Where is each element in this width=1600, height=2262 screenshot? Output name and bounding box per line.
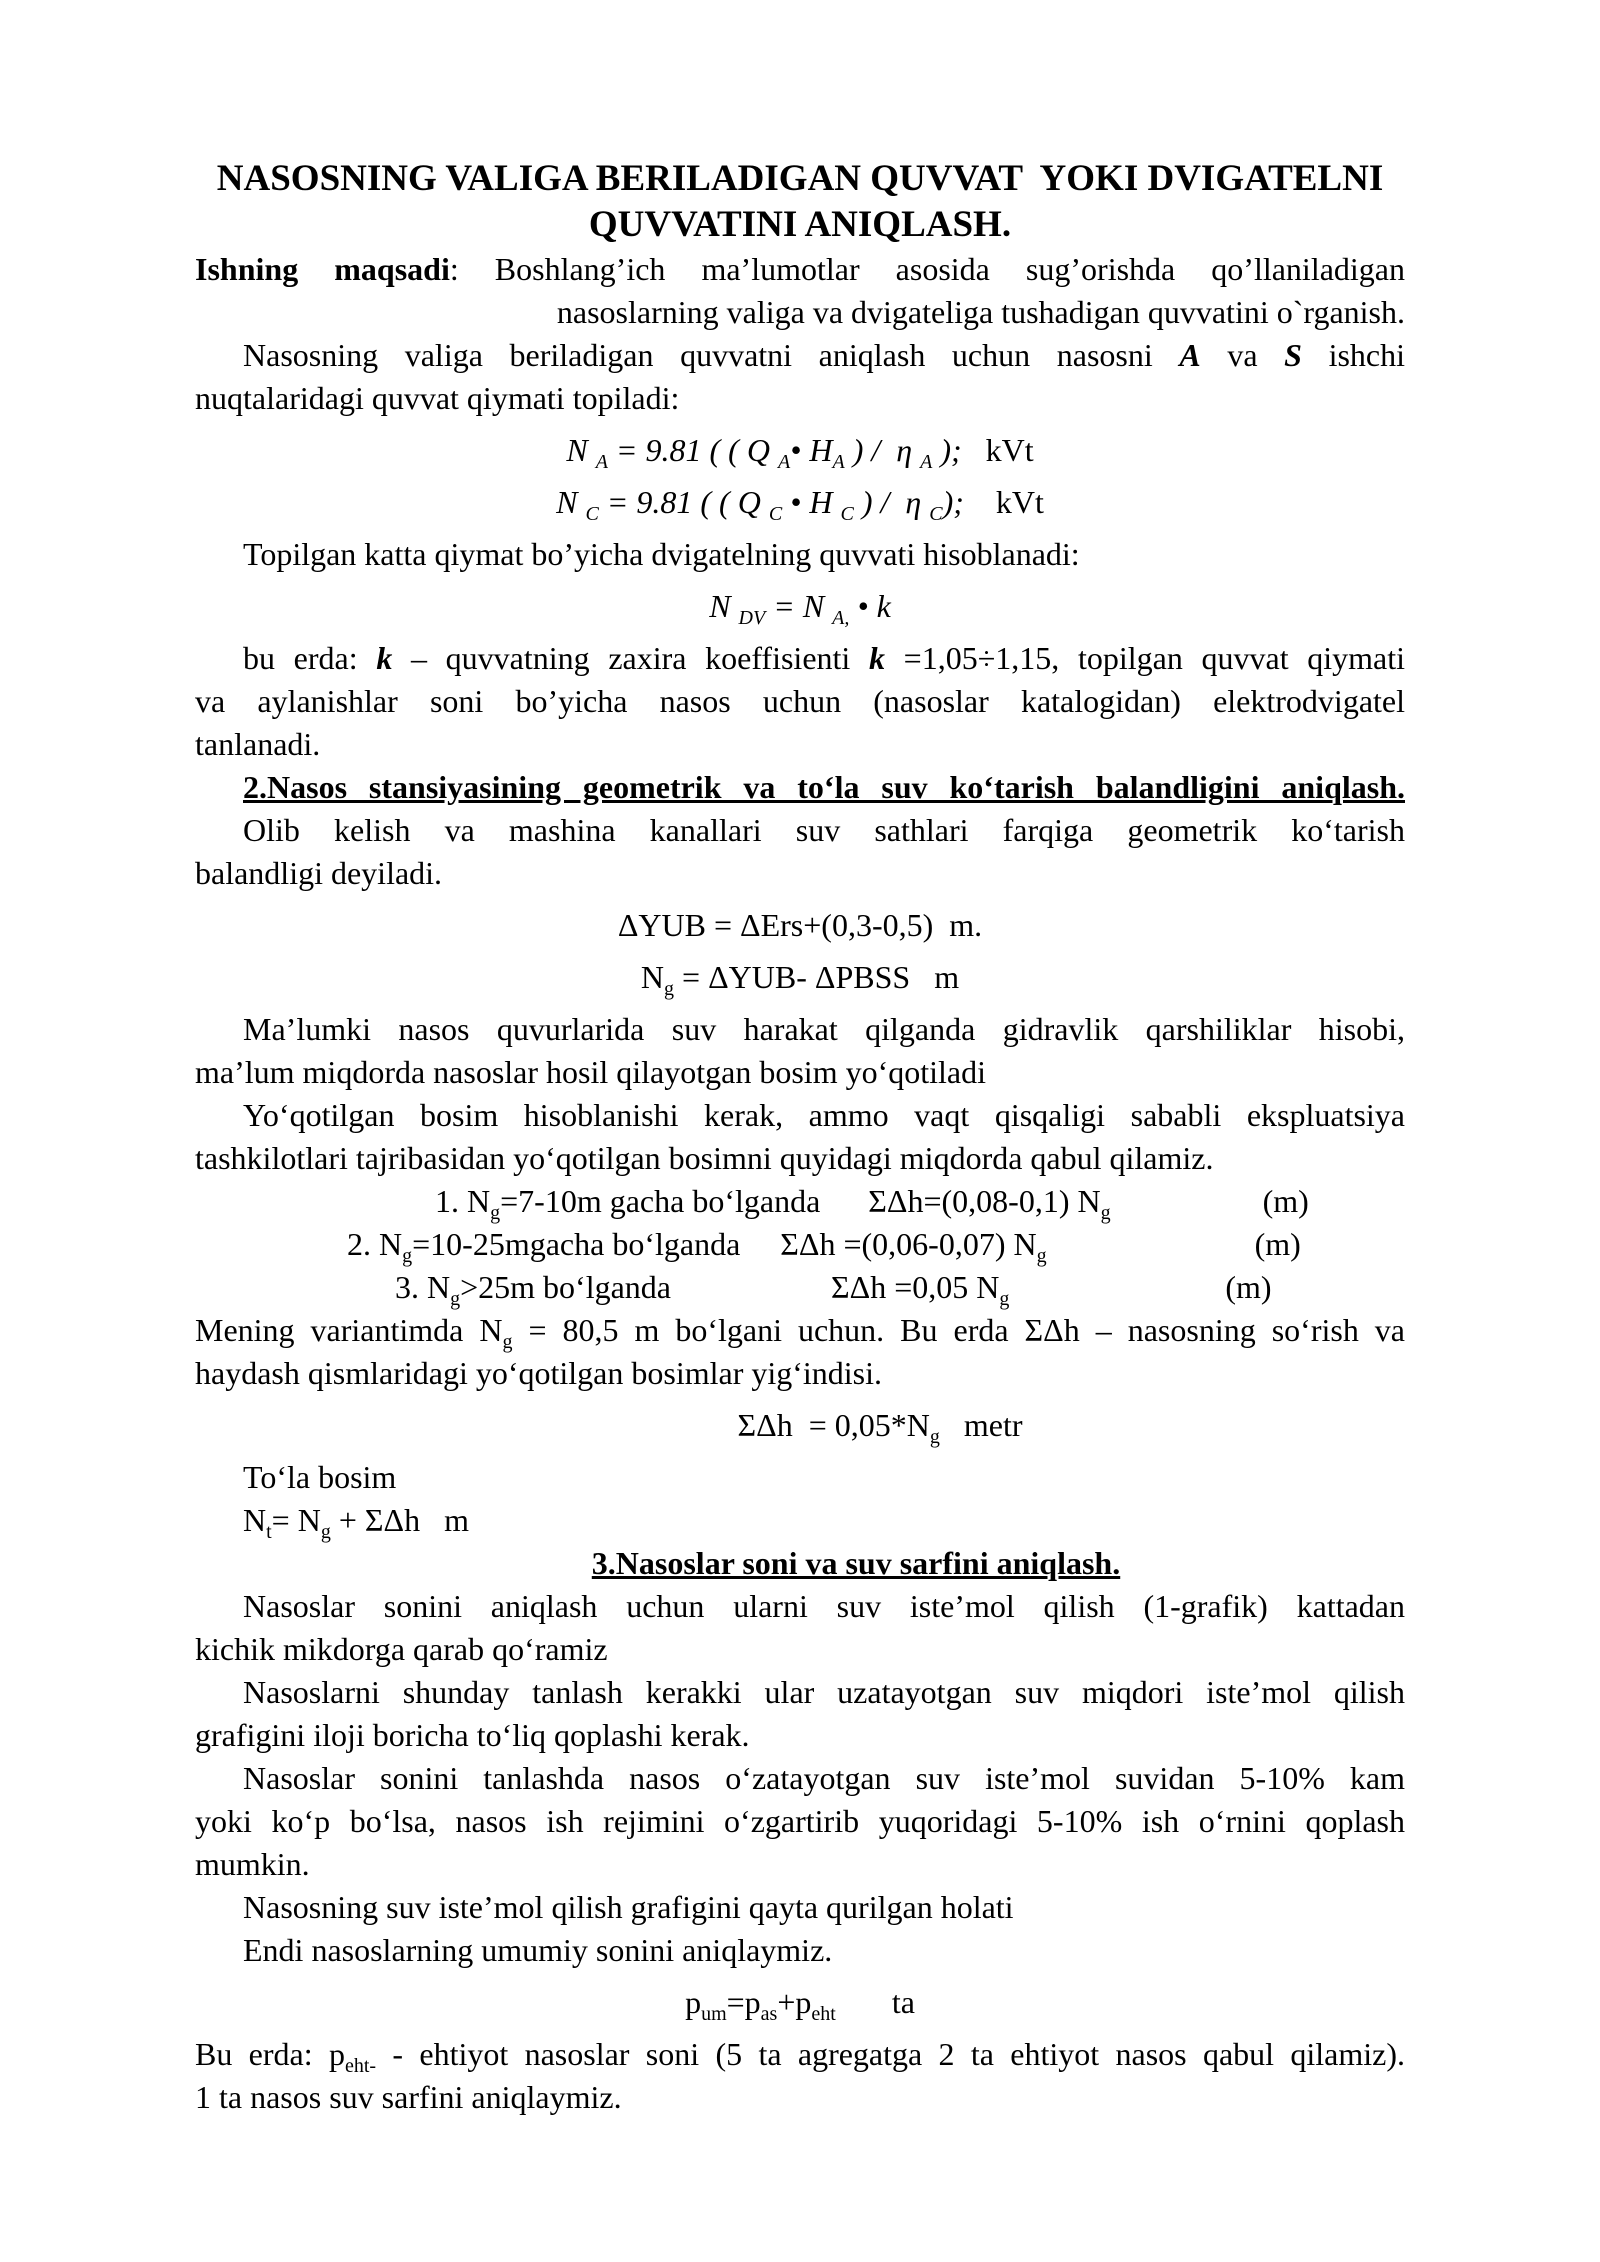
subscript-text: g	[1100, 1202, 1111, 1224]
text-segment: >25m boʻlganda ΣΔh =0,05 N	[460, 1269, 1000, 1305]
text-segment: (m)	[1046, 1226, 1301, 1262]
text-segment: • H	[790, 432, 833, 468]
subscript-text: g	[320, 1521, 331, 1543]
text-segment: = N	[765, 588, 833, 624]
subscript-text: um	[701, 2003, 727, 2025]
list-item	[195, 1266, 1405, 1309]
text-segment: N	[709, 588, 739, 624]
text-segment: ) /	[853, 484, 906, 520]
subscript-text: A	[595, 451, 608, 473]
text-segment: kichik mikdorga qarab qoʻramiz	[195, 1631, 608, 1667]
text-segment: N	[556, 484, 586, 520]
paragraph-line	[195, 1843, 1405, 1886]
text-segment: 3.Nasoslar soni va suv sarfini aniqlash.	[591, 1545, 1121, 1581]
subscript-text: A	[832, 451, 845, 473]
text-segment: Nasosning valiga beriladigan quvvatni aniqlash uchun nasosni	[243, 337, 1180, 373]
paragraph-line	[195, 1757, 1405, 1800]
text-segment: 1 ta nasos suv sarfini aniqlaymiz.	[195, 2079, 622, 2115]
paragraph-line	[195, 723, 1405, 766]
text-segment: Nasoslar sonini tanlashda nasos oʻzatayotgan suv iste’mol suvidan 5-10% kam	[243, 1760, 1405, 1796]
text-segment: ) /	[844, 432, 897, 468]
text-segment: 1. N	[195, 1183, 491, 1219]
text-segment: p	[685, 1984, 702, 2020]
subscript-text: g	[450, 1288, 461, 1310]
subscript-text: A,	[832, 607, 850, 629]
text-segment: 2. N	[195, 1226, 403, 1262]
formula	[195, 481, 1405, 524]
text-segment: +p	[777, 1984, 812, 2020]
text-segment: ishchi	[1301, 337, 1406, 373]
text-segment: );	[932, 432, 962, 468]
text-segment: A	[1179, 337, 1201, 373]
paragraph-line	[195, 852, 1405, 895]
text-segment: yoki koʻp boʻlsa, nasos ish rejimini oʻzgartirib yuqoridagi 5-10% ish oʻrnini qoplash	[195, 1803, 1405, 1839]
text-segment: =1,05÷1,15, topilgan quvvat qiymati	[884, 640, 1406, 676]
formula	[195, 1499, 1405, 1542]
text-segment: = 9.81 ( ( Q	[598, 484, 769, 520]
paragraph-line	[195, 1714, 1405, 1757]
formula	[195, 904, 1405, 947]
paragraph-line	[195, 377, 1405, 420]
text-segment: haydash qismlaridagi yoʻqotilgan bosimlar yigʻindisi.	[195, 1355, 883, 1391]
text-segment: Nasoslarni shunday tanlash kerakki ular uzatayotgan suv miqdori iste’mol qilish	[243, 1674, 1405, 1710]
text-segment: N	[640, 959, 665, 995]
paragraph-line	[195, 533, 1405, 576]
text-segment: Nasoslar sonini aniqlash uchun ularni suv iste’mol qilish (1-grafik) kattadan	[243, 1588, 1405, 1624]
text-segment: NASOSNING VALIGA BERILADIGAN QUVVAT YOKI DVIGATELNI	[216, 158, 1384, 199]
text-segment: Topilgan katta qiymat bo’yicha dvigatelning quvvati hisoblanadi:	[243, 536, 1080, 572]
text-segment: mumkin.	[195, 1846, 310, 1882]
document-title-line	[195, 202, 1405, 248]
text-segment: • H	[782, 484, 841, 520]
text-segment: = 9.81 ( ( Q	[607, 432, 778, 468]
subscript-text: g	[1036, 1245, 1047, 1267]
text-segment: ΣΔh = 0,05*N	[577, 1407, 930, 1443]
text-segment: Mening variantimda N	[195, 1312, 503, 1348]
text-segment	[480, 1545, 592, 1581]
subscript-text: g	[490, 1202, 501, 1224]
text-segment: QUVVATINI ANIQLASH.	[588, 204, 1012, 245]
paragraph-line	[195, 1008, 1405, 1051]
text-segment: = N	[271, 1502, 321, 1538]
paragraph-line	[195, 680, 1405, 723]
text-segment: Endi nasoslarning umumiy sonini aniqlaymiz.	[243, 1932, 833, 1968]
text-segment: nuqtalaridagi quvvat qiymati topiladi:	[195, 380, 680, 416]
subscript-text: eht-	[344, 2055, 377, 2077]
formula	[195, 1404, 1405, 1447]
text-segment: Yoʻqotilgan bosim hisoblanishi kerak, ammo vaqt qisqaligi sababli ekspluatsiya	[243, 1097, 1405, 1133]
text-segment: Toʻla bosim	[243, 1459, 397, 1495]
text-segment: va aylanishlar soni bo’yicha nasos uchun (nasoslar katalogidan) elektrodvigatel	[195, 683, 1405, 719]
document-title-line	[195, 156, 1405, 202]
paragraph-line	[195, 1352, 1405, 1395]
text-segment: grafigini iloji boricha toʻliq qoplashi kerak.	[195, 1717, 750, 1753]
formula	[195, 585, 1405, 628]
subscript-text: C	[585, 503, 599, 525]
text-segment: tanlanadi.	[195, 726, 321, 762]
paragraph-line	[195, 1137, 1405, 1180]
text-segment: k	[868, 640, 885, 676]
text-segment: – quvvatning zaxira koeffisienti	[392, 640, 869, 676]
text-segment: N	[243, 1502, 267, 1538]
text-segment: ta	[835, 1984, 915, 2020]
text-segment: : Boshlang’ich ma’lumotlar asosida sug’orishda qo’llaniladigan	[449, 251, 1405, 287]
text-segment: kVt	[961, 432, 1034, 468]
subscript-text: g	[664, 978, 675, 1000]
paragraph-line	[195, 1886, 1405, 1929]
subscript-text: t	[266, 1521, 272, 1543]
subscript-text: DV	[738, 607, 766, 629]
subscript-text: g	[929, 1426, 940, 1448]
subscript-text: A	[920, 451, 933, 473]
paragraph-line	[195, 809, 1405, 852]
subscript-text: g	[402, 1245, 413, 1267]
paragraph-line	[195, 1628, 1405, 1671]
subscript-text: C	[840, 503, 854, 525]
text-segment: 2.Nasos stansiyasining geometrik va toʻla suv koʻtarish balandligini aniqlash.	[243, 769, 1405, 805]
subscript-text: as	[760, 2003, 778, 2025]
text-segment: metr	[939, 1407, 1023, 1443]
text-segment: Nasosning suv iste’mol qilish grafigini qayta qurilgan holati	[243, 1889, 1014, 1925]
text-segment: =10-25mgacha boʻlganda ΣΔh =(0,06-0,07) N	[412, 1226, 1037, 1262]
section-heading	[195, 766, 1405, 809]
text-segment: = ΔYUB- ΔPBSS m	[674, 959, 960, 995]
text-segment: Ishning maqsadi	[195, 251, 450, 287]
text-segment: );	[942, 484, 964, 520]
paragraph-line	[195, 1456, 1405, 1499]
subscript-text: eht	[811, 2003, 836, 2025]
text-segment: =7-10m gacha boʻlganda ΣΔh=(0,08-0,1) N	[500, 1183, 1101, 1219]
paragraph-line	[195, 2076, 1405, 2119]
text-segment: k	[376, 640, 393, 676]
text-segment: tashkilotlari tajribasidan yoʻqotilgan bosimni quyidagi miqdorda qabul qilamiz.	[195, 1140, 1214, 1176]
text-segment: • k	[849, 588, 891, 624]
paragraph-line	[195, 1309, 1405, 1352]
text-segment: bu erda:	[243, 640, 377, 676]
list-item	[195, 1223, 1405, 1266]
text-segment: S	[1284, 337, 1302, 373]
text-segment: (m)	[1110, 1183, 1309, 1219]
paragraph-line	[195, 248, 1405, 291]
formula	[195, 429, 1405, 472]
text-segment: η	[896, 432, 921, 468]
subscript-text: g	[502, 1331, 513, 1353]
text-segment: balandligi deyiladi.	[195, 855, 443, 891]
text-segment: 3. N	[195, 1269, 451, 1305]
text-segment: va	[1200, 337, 1285, 373]
text-segment: (m)	[1009, 1269, 1272, 1305]
text-segment: - ehtiyot nasoslar soni (5 ta agregatga 2 ta ehtiyot nasos qabul qilamiz).	[376, 2036, 1406, 2072]
formula	[195, 956, 1405, 999]
text-segment: kVt	[963, 484, 1044, 520]
paragraph-line	[195, 1929, 1405, 1972]
text-segment: =p	[726, 1984, 761, 2020]
list-item	[195, 1180, 1405, 1223]
paragraph-line	[195, 334, 1405, 377]
subscript-text: C	[929, 503, 943, 525]
subscript-text: A	[777, 451, 791, 473]
subscript-text: g	[999, 1288, 1010, 1310]
text-segment: + ΣΔh m	[330, 1502, 469, 1538]
paragraph-line	[195, 2033, 1405, 2076]
subscript-text: C	[768, 503, 783, 525]
paragraph-line	[195, 1671, 1405, 1714]
paragraph-line	[195, 291, 1405, 334]
text-segment: η	[905, 484, 930, 520]
text-segment: Olib kelish va mashina kanallari suv sathlari farqiga geometrik koʻtarish	[243, 812, 1405, 848]
text-segment: Ma’lumki nasos quvurlarida suv harakat qilganda gidravlik qarshiliklar hisobi,	[243, 1011, 1405, 1047]
paragraph-line	[195, 1051, 1405, 1094]
paragraph-line	[195, 1800, 1405, 1843]
paragraph-line	[195, 1094, 1405, 1137]
text-segment: Bu erda: p	[195, 2036, 345, 2072]
text-segment: N	[566, 432, 596, 468]
text-segment: = 80,5 m boʻlgani uchun. Bu erda ΣΔh – nasosning soʻrish va	[512, 1312, 1406, 1348]
text-segment: ma’lum miqdorda nasoslar hosil qilayotgan bosim yoʻqotiladi	[195, 1054, 986, 1090]
paragraph-line	[195, 1585, 1405, 1628]
text-segment: nasoslarning valiga va dvigateliga tushadigan quvvatini o`rganish.	[556, 294, 1405, 330]
text-segment: ΔYUB = ΔErs+(0,3-0,5) m.	[617, 907, 983, 943]
paragraph-line	[195, 637, 1405, 680]
section-heading	[195, 1542, 1405, 1585]
formula	[195, 1981, 1405, 2024]
